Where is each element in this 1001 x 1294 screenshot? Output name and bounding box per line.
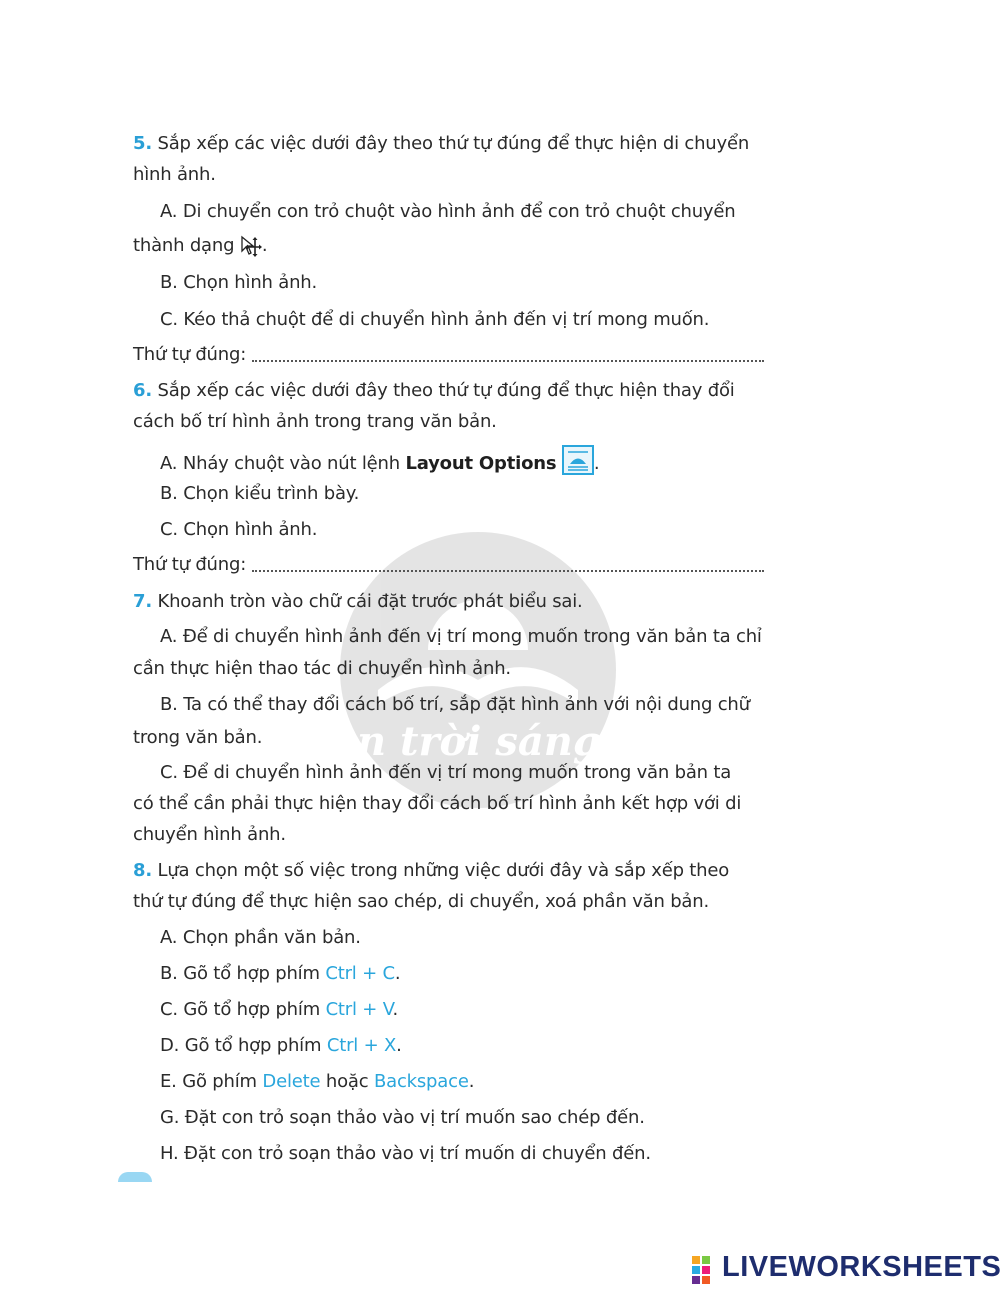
q8-option-a: A. Chọn phần văn bản. bbox=[160, 927, 361, 948]
q5-option-a-line-2 bbox=[133, 233, 798, 259]
q7-option-b-line-2: trong văn bản. bbox=[133, 727, 263, 748]
liveworksheets-logo-icon bbox=[692, 1256, 722, 1284]
q8-option-g: G. Đặt con trỏ soạn thảo vào vị trí muốn sao chép đến. bbox=[160, 1107, 645, 1128]
q8-option-b bbox=[160, 961, 800, 987]
q5-number: 5. bbox=[133, 133, 152, 154]
watermark-text: Chân trời sáng tạo bbox=[270, 718, 686, 765]
q6-stem-line-2: cách bố trí hình ảnh trong trang văn bản. bbox=[133, 411, 497, 432]
q6-answer-label: Thứ tự đúng: bbox=[133, 554, 247, 575]
q8-option-c bbox=[160, 997, 800, 1023]
q8-option-d bbox=[160, 1033, 800, 1059]
q6-option-a-period: . bbox=[593, 453, 600, 474]
q8-number: 8. bbox=[133, 860, 152, 881]
q8-option-e bbox=[160, 1069, 800, 1095]
q7-option-b-line-1[interactable]: B. Ta có thể thay đổi cách bố trí, sắp đặt hình ảnh với nội dung chữ bbox=[160, 694, 750, 715]
q8-option-d-period: . bbox=[396, 1035, 402, 1056]
q7-option-c-line-1[interactable]: C. Để di chuyển hình ảnh đến vị trí mong muốn trong văn bản ta bbox=[160, 762, 732, 783]
layout-options-icon bbox=[562, 445, 594, 475]
q5-option-a-period: . bbox=[261, 235, 268, 256]
q6-option-a bbox=[160, 445, 800, 477]
q8-option-e-key-delete: Delete bbox=[262, 1071, 321, 1092]
move-cursor-icon bbox=[240, 235, 262, 257]
q8-stem-line-1 bbox=[133, 858, 798, 884]
q5-option-a-text: thành dạng bbox=[133, 235, 235, 256]
q8-option-c-text: C. Gõ tổ hợp phím bbox=[160, 999, 321, 1020]
q7-option-c-line-3: chuyển hình ảnh. bbox=[133, 824, 286, 845]
q8-stem-line-2: thứ tự đúng để thực hiện sao chép, di chuyển, xoá phần văn bản. bbox=[133, 891, 709, 912]
q7-text: Khoanh tròn vào chữ cái đặt trước phát biểu sai. bbox=[157, 591, 583, 612]
q7-option-c-line-2: có thể cần phải thực hiện thay đổi cách bố trí hình ảnh kết hợp với di bbox=[133, 793, 742, 814]
q5-answer-input[interactable] bbox=[252, 342, 764, 362]
q8-text-line-1: Lựa chọn một số việc trong những việc dưới đây và sắp xếp theo bbox=[157, 860, 730, 881]
q8-option-b-key: Ctrl + C bbox=[325, 963, 395, 984]
q5-option-a-line-1: A. Di chuyển con trỏ chuột vào hình ảnh để con trỏ chuột chuyển bbox=[160, 201, 736, 222]
q7-number: 7. bbox=[133, 591, 152, 612]
q8-option-h: H. Đặt con trỏ soạn thảo vào vị trí muốn di chuyển đến. bbox=[160, 1143, 651, 1164]
q6-answer-row bbox=[133, 552, 798, 578]
q8-option-b-text: B. Gõ tổ hợp phím bbox=[160, 963, 320, 984]
layout-options-label: Layout Options bbox=[405, 453, 557, 474]
q5-answer-label: Thứ tự đúng: bbox=[133, 344, 247, 365]
q8-option-c-period: . bbox=[392, 999, 399, 1020]
q6-option-c: C. Chọn hình ảnh. bbox=[160, 519, 318, 540]
q6-option-a-text: A. Nháy chuột vào nút lệnh bbox=[160, 453, 400, 474]
q5-stem-line-1 bbox=[133, 131, 798, 157]
q5-text-line-1: Sắp xếp các việc dưới đây theo thứ tự đúng để thực hiện di chuyển bbox=[157, 133, 750, 154]
q6-option-b: B. Chọn kiểu trình bày. bbox=[160, 483, 360, 504]
q8-option-e-key-backspace: Backspace bbox=[373, 1071, 469, 1092]
q5-option-b: B. Chọn hình ảnh. bbox=[160, 272, 318, 293]
q5-option-c: C. Kéo thả chuột để di chuyển hình ảnh đến vị trí mong muốn. bbox=[160, 309, 710, 330]
q6-number: 6. bbox=[133, 380, 152, 401]
q6-stem-line-1 bbox=[133, 378, 798, 404]
q5-answer-row bbox=[133, 342, 798, 368]
q7-option-a-line-2: cần thực hiện thao tác di chuyển hình ảnh. bbox=[133, 658, 511, 679]
liveworksheets-brand[interactable]: LIVEWORKSHEETS bbox=[722, 1251, 1001, 1283]
page-corner-tab bbox=[118, 1172, 152, 1182]
q8-option-d-text: D. Gõ tổ hợp phím bbox=[160, 1035, 322, 1056]
q8-option-c-key: Ctrl + V bbox=[325, 999, 393, 1020]
q5-stem-line-2: hình ảnh. bbox=[133, 164, 216, 185]
q8-option-d-key: Ctrl + X bbox=[326, 1035, 397, 1056]
q7-option-a-line-1[interactable]: A. Để di chuyển hình ảnh đến vị trí mong muốn trong văn bản ta chỉ bbox=[160, 626, 762, 647]
q8-option-e-or: hoặc bbox=[325, 1071, 369, 1092]
q8-option-b-period: . bbox=[394, 963, 401, 984]
q6-answer-input[interactable] bbox=[252, 552, 764, 572]
q6-text-line-1: Sắp xếp các việc dưới đây theo thứ tự đúng để thực hiện thay đổi bbox=[157, 380, 735, 401]
q7-stem bbox=[133, 589, 798, 615]
q8-option-e-text: E. Gõ phím bbox=[160, 1071, 257, 1092]
q8-option-e-period: . bbox=[468, 1071, 475, 1092]
